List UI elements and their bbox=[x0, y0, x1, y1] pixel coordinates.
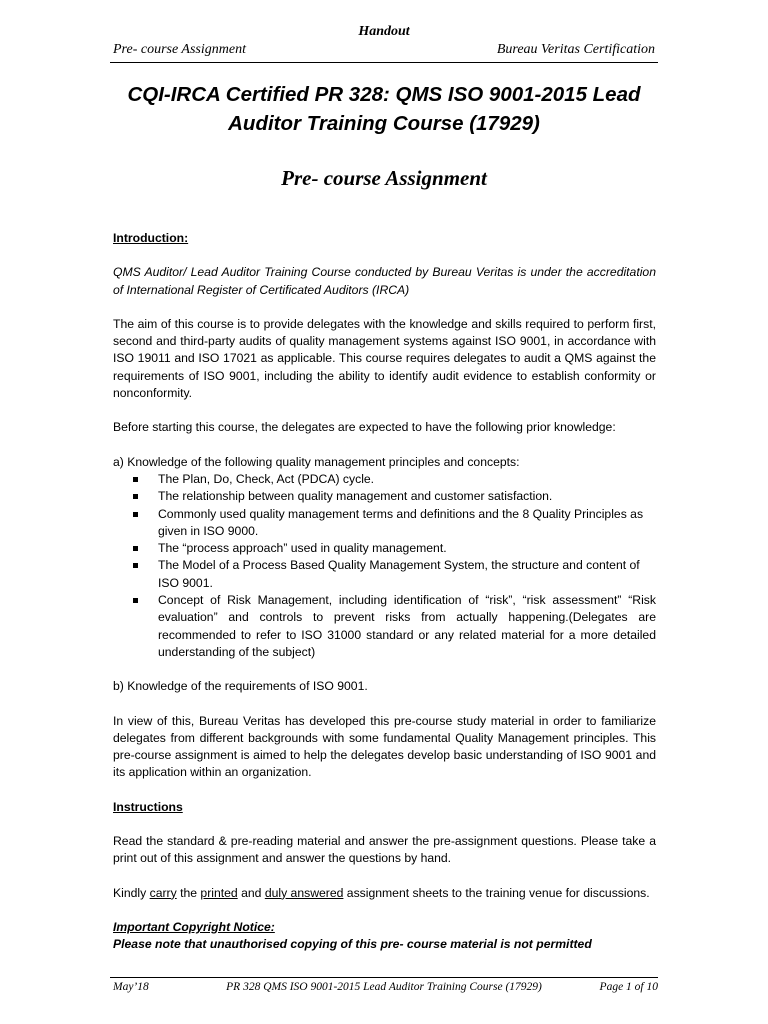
bullet-icon bbox=[133, 477, 138, 482]
intro-paragraph-2: The aim of this course is to provide delegates with the knowledge and skills required to perform first, second and third-party audits of quality management systems against ISO 9001, in accordance with ISO 19011 and ISO 17021 as applicable. This course requires delegates to audit a QMS against the requirements of ISO 9001, including the ability to identify audit evidence to establish conformity or nonconformity. bbox=[113, 316, 656, 401]
instructions-paragraph-2: Kindly carry the printed and duly answered assignment sheets to the training venue for discussions. bbox=[113, 885, 650, 900]
list-item: The “process approach” used in quality management. bbox=[158, 540, 656, 557]
printed-text: printed bbox=[200, 885, 238, 900]
footer-rule bbox=[110, 977, 658, 978]
duly-answered-text: duly answered bbox=[264, 885, 344, 900]
copyright-heading: Important Copyright Notice: bbox=[113, 919, 275, 934]
copyright-notice bbox=[113, 919, 656, 954]
title-line-2: Auditor Training Course (17929) bbox=[228, 112, 540, 135]
intro-heading: Introduction: bbox=[113, 231, 189, 245]
list-item: Concept of Risk Management, including identification of “risk”, “risk assessment” “Risk evaluation” and controls to prevent risks from actually happening.(Delegates are recommended to refer to ISO 31000 standard or any related material for a more detailed understanding of the subject) bbox=[158, 592, 656, 661]
bullet-icon bbox=[133, 494, 138, 499]
bullet-icon bbox=[133, 598, 138, 603]
intro-paragraph-3: Before starting this course, the delegates are expected to have the following prior knowledge: bbox=[113, 420, 616, 435]
bullet-icon bbox=[133, 546, 138, 551]
copyright-text: Please note that unauthorised copying of this pre- course material is not permitted bbox=[113, 937, 592, 952]
list-item: The Model of a Process Based Quality Management System, the structure and content of ISO 9001. bbox=[158, 557, 656, 592]
footer-date: May’18 bbox=[113, 981, 149, 993]
document-subtitle: Pre- course Assignment bbox=[281, 166, 487, 190]
prior-knowledge-b: b) Knowledge of the requirements of ISO 9001. bbox=[113, 679, 368, 694]
intro-paragraph-4: In view of this, Bureau Veritas has developed this pre-course study material in order to familiarize delegates from different backgrounds with some fundamental Quality Management principles. This pre-course assignment is aimed to help the delegates develop basic understanding of ISO 9001 and its application within an organization. bbox=[113, 713, 656, 780]
principles-list bbox=[113, 471, 656, 661]
instructions-paragraph-1: Read the standard & pre-reading material and answer the pre-assignment questions. Please take a print out of this assignment and answer the questions by hand. bbox=[113, 834, 656, 866]
carry-text: carry bbox=[149, 885, 177, 900]
document-body bbox=[113, 230, 656, 954]
list-item: Commonly used quality management terms and definitions and the 8 Quality Principles as given in ISO 9000. bbox=[158, 506, 656, 541]
bullet-icon bbox=[133, 512, 138, 517]
bullet-icon bbox=[133, 563, 138, 568]
header-rule bbox=[110, 62, 658, 63]
list-item: The Plan, Do, Check, Act (PDCA) cycle. bbox=[158, 471, 656, 488]
prior-knowledge-a: a) Knowledge of the following quality management principles and concepts: bbox=[113, 454, 520, 469]
title-line-1: CQI-IRCA Certified PR 328: QMS ISO 9001-2015 Lead bbox=[127, 83, 641, 106]
header-left: Pre- course Assignment bbox=[113, 42, 246, 57]
intro-paragraph-1: QMS Auditor/ Lead Auditor Training Course conducted by Bureau Veritas is under the accreditation of International Register of Certificated Auditors (IRCA) bbox=[113, 265, 656, 297]
header-right: Bureau Veritas Certification bbox=[496, 42, 655, 57]
footer-page-number: Page 1 of 10 bbox=[599, 981, 658, 993]
footer-course: PR 328 QMS ISO 9001-2015 Lead Auditor Training Course (17929) bbox=[226, 981, 542, 993]
list-item: The relationship between quality management and customer satisfaction. bbox=[158, 488, 656, 505]
document-title bbox=[110, 80, 658, 138]
instructions-heading: Instructions bbox=[113, 799, 183, 814]
header-handout: Handout bbox=[358, 24, 410, 39]
